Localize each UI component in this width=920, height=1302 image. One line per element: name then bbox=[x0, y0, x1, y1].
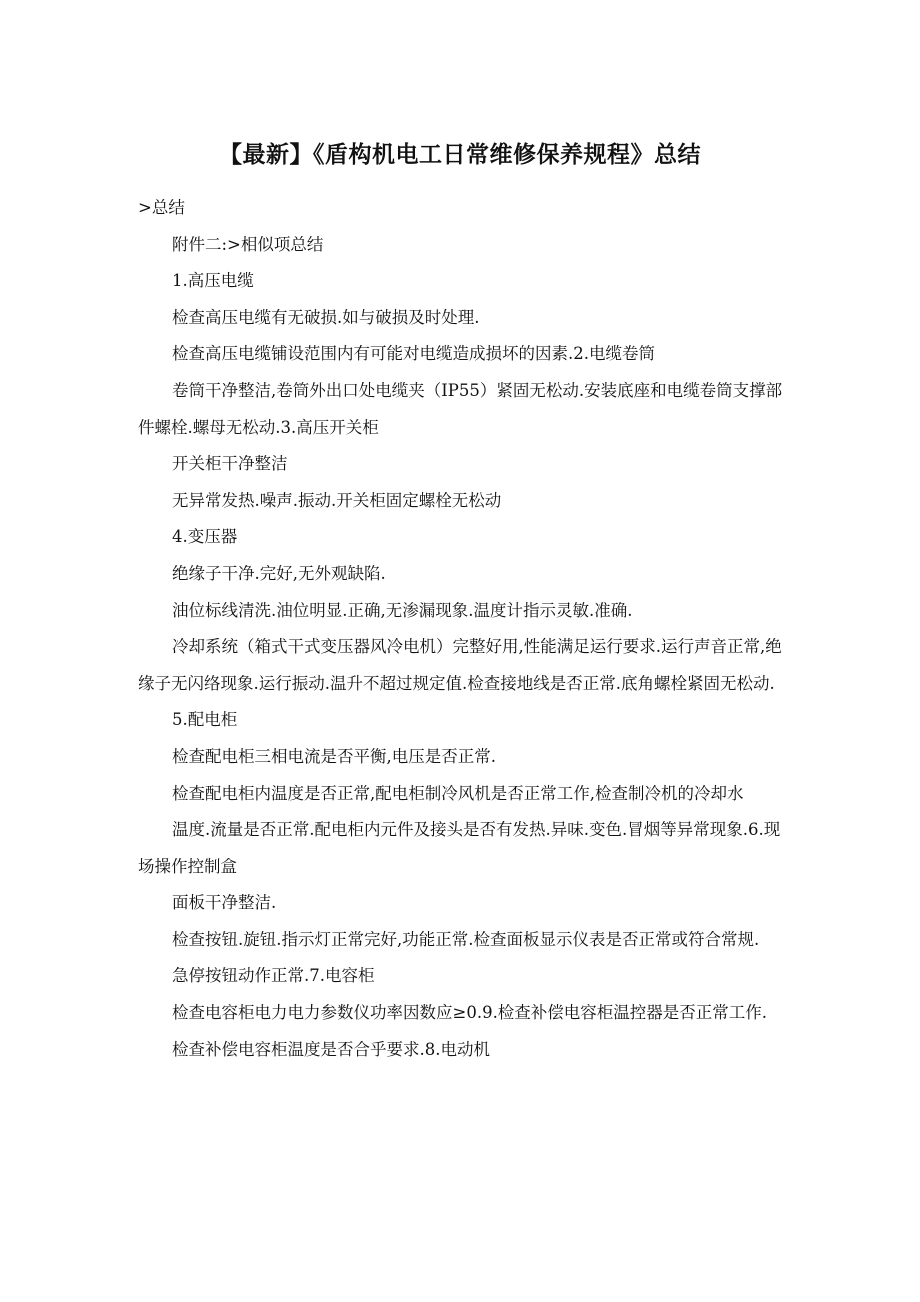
paragraph-8: 无异常发热.噪声.振动.开关柜固定螺栓无松动 bbox=[172, 490, 502, 510]
paragraph-5: 检查高压电缆铺设范围内有可能对电缆造成损坏的因素.2.电缆卷筒 bbox=[172, 344, 655, 364]
document-title: 【最新】《盾构机电工日常维修保养规程》总结 bbox=[219, 142, 701, 168]
paragraph-12: 冷却系统（箱式干式变压器风冷电机）完整好用,性能满足运行要求.运行声音正常,绝缘子无闪络现象.运行振动.温升不超过规定值.检查接地线是否正常.底角螺栓紧固无松动. bbox=[138, 637, 782, 693]
document-body bbox=[138, 190, 784, 1068]
paragraph-14: 检查配电柜三相电流是否平衡,电压是否正常. bbox=[172, 746, 496, 766]
paragraph-20: 检查电容柜电力电力参数仪功率因数应≥0.9.检查补偿电容柜温控器是否正常工作. bbox=[172, 1003, 768, 1023]
paragraph-21: 检查补偿电容柜温度是否合乎要求.8.电动机 bbox=[172, 1039, 490, 1059]
paragraph-17: 面板干净整洁. bbox=[172, 893, 277, 913]
section-heading-4: 4.变压器 bbox=[172, 527, 238, 547]
paragraph-7: 开关柜干净整洁 bbox=[172, 454, 288, 474]
paragraph-19: 急停按钮动作正常.7.电容柜 bbox=[172, 966, 375, 986]
section-heading-5: 5.配电柜 bbox=[172, 710, 238, 730]
paragraph-2: 附件二:>相似项总结 bbox=[172, 234, 324, 254]
paragraph-6: 卷筒干净整洁,卷筒外出口处电缆夹（IP55）紧固无松动.安装底座和电缆卷筒支撑部件螺栓.螺母无松动.3.高压开关柜 bbox=[138, 380, 783, 437]
section-heading-1: 1.高压电缆 bbox=[172, 271, 254, 291]
paragraph-4: 检查高压电缆有无破损.如与破损及时处理. bbox=[172, 307, 480, 327]
paragraph-1: >总结 bbox=[138, 198, 185, 217]
paragraph-16: 温度.流量是否正常.配电柜内元件及接头是否有发热.异味.变色.冒烟等异常现象.6.现场操作控制盒 bbox=[138, 820, 781, 876]
paragraph-11: 油位标线清洗.油位明显.正确,无渗漏现象.温度计指示灵敏.准确. bbox=[172, 600, 633, 620]
paragraph-18: 检查按钮.旋钮.指示灯正常完好,功能正常.检查面板显示仪表是否正常或符合常规. bbox=[172, 929, 760, 949]
paragraph-15: 检查配电柜内温度是否正常,配电柜制冷风机是否正常工作,检查制冷机的冷却水 bbox=[172, 783, 744, 803]
paragraph-10: 绝缘子干净.完好,无外观缺陷. bbox=[172, 563, 386, 583]
